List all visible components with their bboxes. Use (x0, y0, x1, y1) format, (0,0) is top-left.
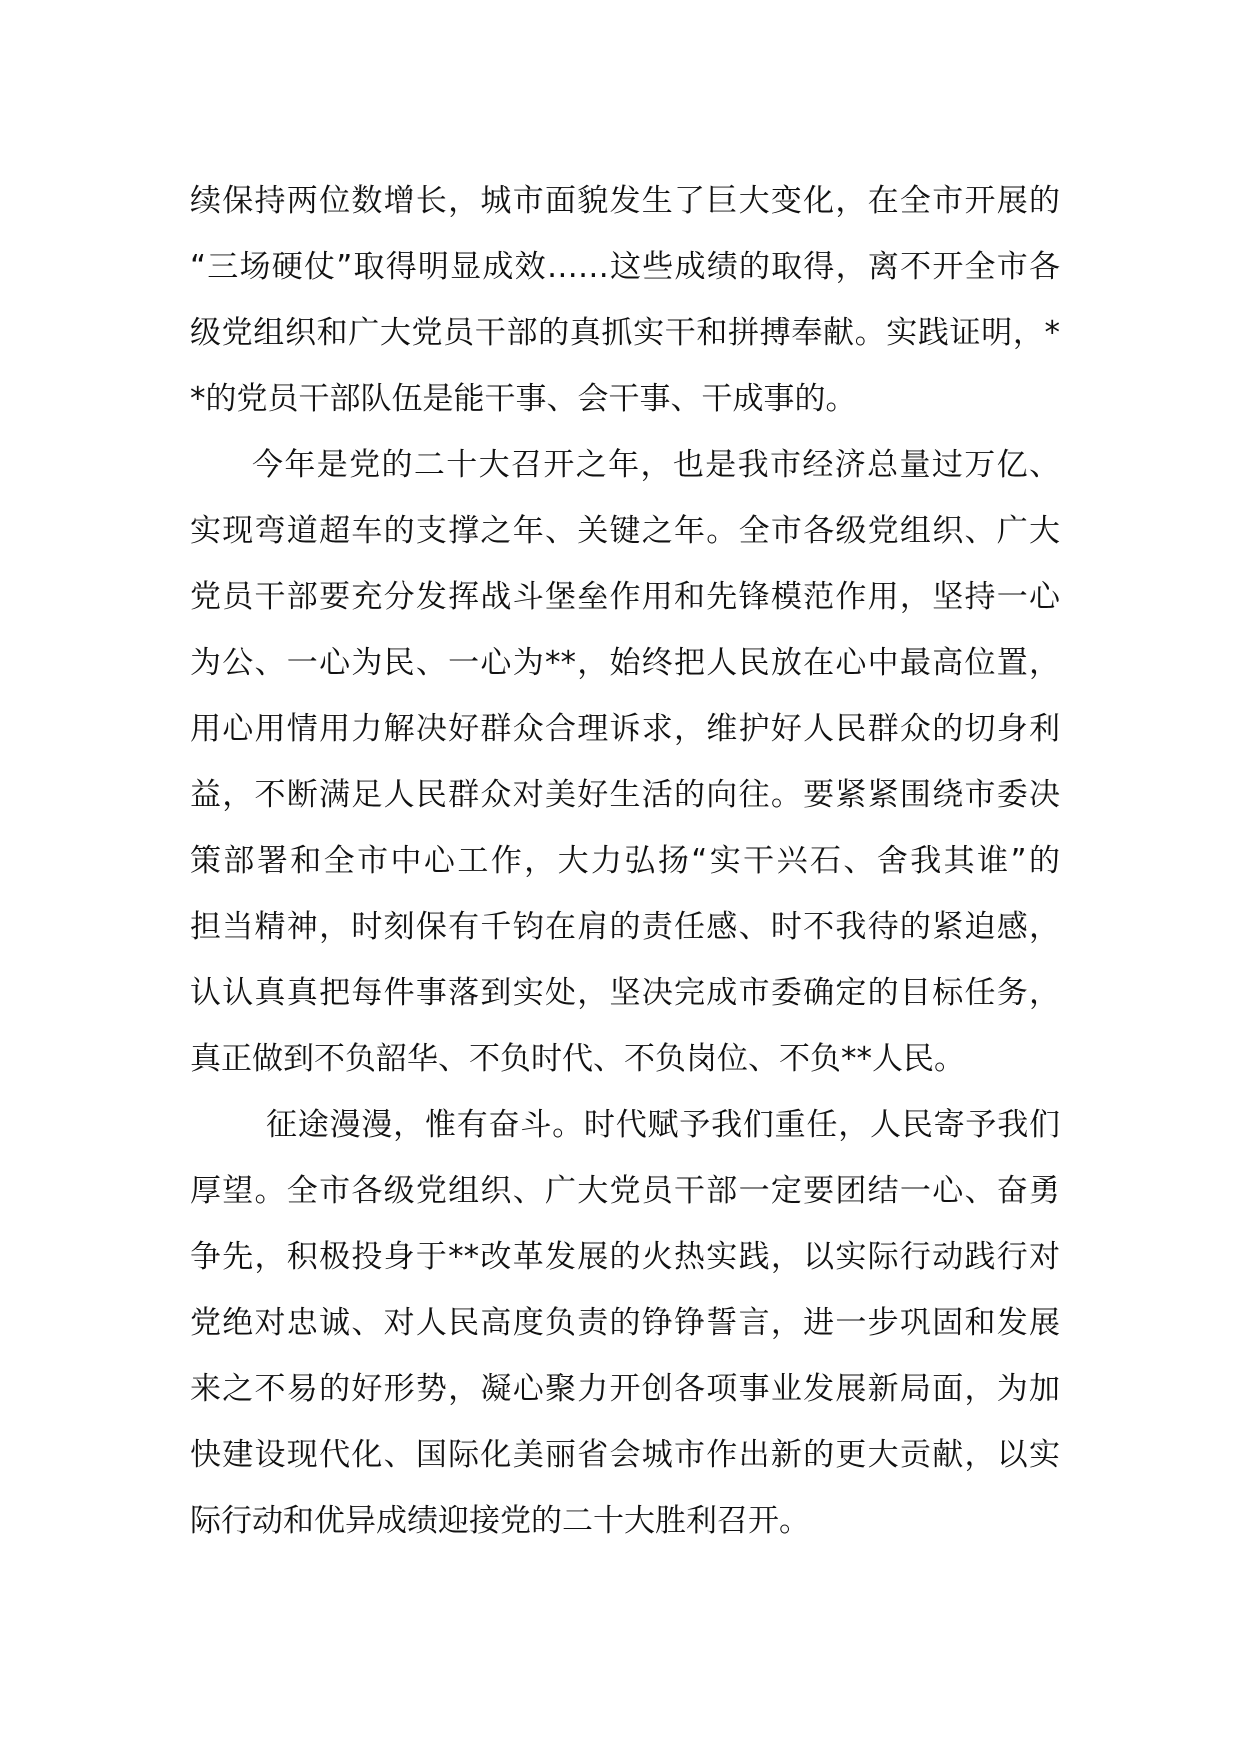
text-line: 争先，积极投身于**改革发展的火热实践，以实际行动践行对 (190, 1239, 1060, 1275)
text-line: 认认真真把每件事落到实处，坚决完成市委确定的目标任务， (190, 975, 1060, 1011)
text-line: 续保持两位数增长，城市面貌发生了巨大变化，在全市开展的 (190, 183, 1060, 219)
paragraph-start-line: 征途漫漫，惟有奋斗。时代赋予我们重任，人民寄予我们 (266, 1107, 1060, 1143)
document-body (190, 168, 1060, 1554)
text-line: 际行动和优异成绩迎接党的二十大胜利召开。 (190, 1503, 810, 1539)
text-line: 来之不易的好形势，凝心聚力开创各项事业发展新局面，为加 (190, 1371, 1060, 1407)
text-line: 担当精神，时刻保有千钧在肩的责任感、时不我待的紧迫感， (190, 909, 1060, 945)
paragraph-start-line: 今年是党的二十大召开之年，也是我市经济总量过万亿、 (252, 447, 1060, 483)
text-line: 实现弯道超车的支撑之年、关键之年。全市各级党组织、广大 (190, 513, 1060, 549)
text-line: 级党组织和广大党员干部的真抓实干和拼搏奉献。实践证明，* (190, 315, 1060, 351)
text-line: 真正做到不负韶华、不负时代、不负岗位、不负**人民。 (190, 1041, 965, 1077)
text-line: 策部署和全市中心工作，大力弘扬“实干兴石、舍我其谁”的 (190, 843, 1060, 879)
text-line: *的党员干部队伍是能干事、会干事、干成事的。 (190, 381, 857, 417)
text-line: 党绝对忠诚、对人民高度负责的铮铮誓言，进一步巩固和发展 (190, 1305, 1060, 1341)
text-line: 益，不断满足人民群众对美好生活的向往。要紧紧围绕市委决 (190, 777, 1060, 813)
text-line: 用心用情用力解决好群众合理诉求，维护好人民群众的切身利 (190, 711, 1060, 747)
text-line: “三场硬仗”取得明显成效……这些成绩的取得，离不开全市各 (190, 249, 1060, 285)
text-line: 党员干部要充分发挥战斗堡垒作用和先锋模范作用，坚持一心 (190, 579, 1060, 615)
text-line: 快建设现代化、国际化美丽省会城市作出新的更大贡献，以实 (190, 1437, 1060, 1473)
text-line: 厚望。全市各级党组织、广大党员干部一定要团结一心、奋勇 (190, 1173, 1060, 1209)
text-line: 为公、一心为民、一心为**，始终把人民放在心中最高位置， (190, 645, 1060, 681)
